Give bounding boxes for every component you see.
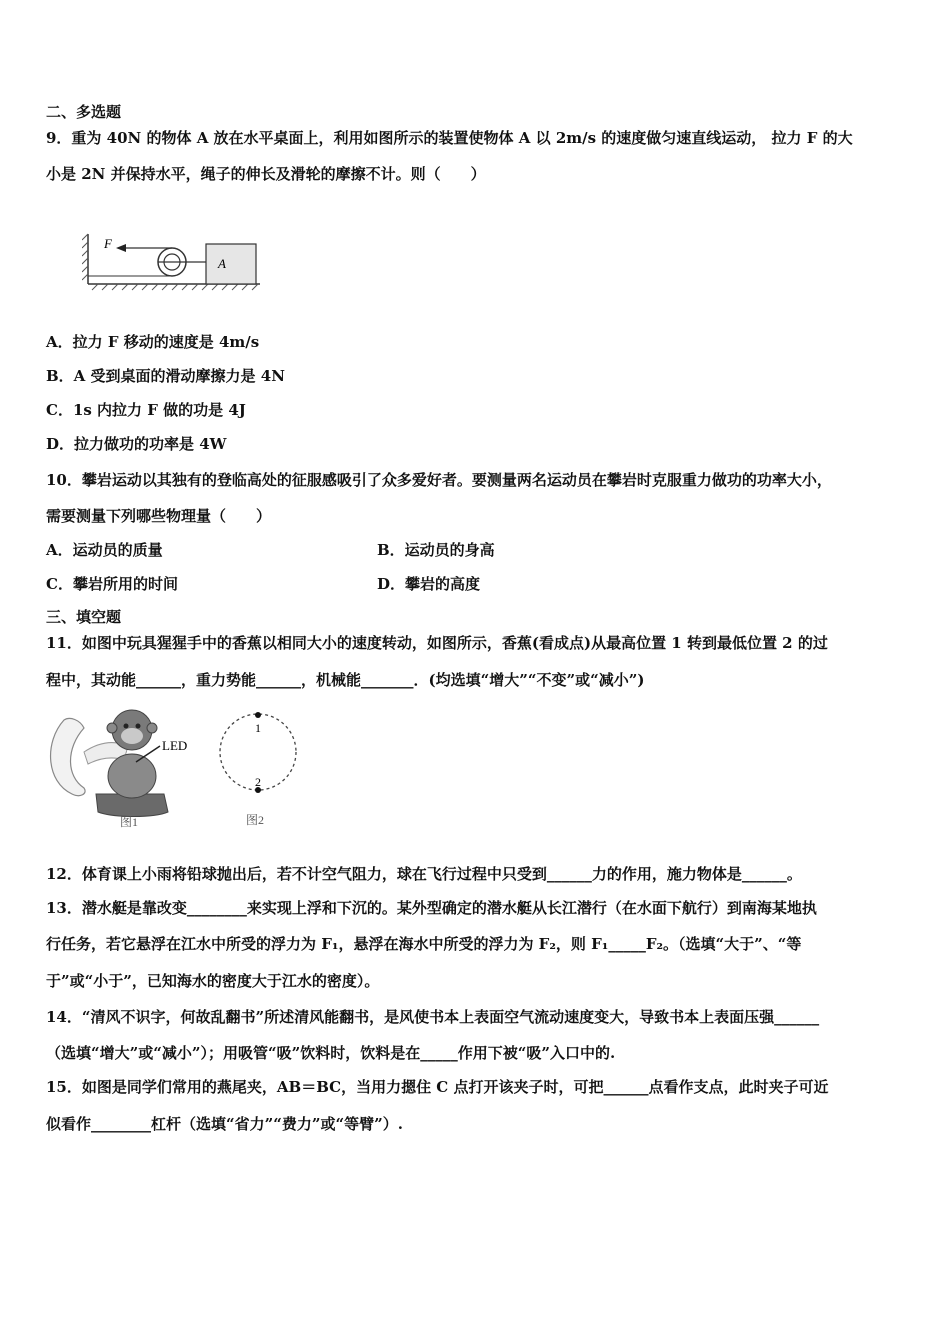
q12-line-1: 12．体育课上小雨将铅球抛出后，若不计空气阻力，球在飞行过程中只受到______力的作用，施力物体是______。 [46, 865, 802, 883]
fig-label-a: A [218, 256, 226, 271]
q11-circle-figure [210, 708, 310, 828]
q10-line-2: 需要测量下列哪些物理量（ ） [46, 507, 272, 525]
q15-line-1: 15．如图是同学们常用的燕尾夹，AB＝BC，当用力摁住 C 点打开该夹子时，可把______点看作支点，此时夹子可近 [46, 1078, 829, 1096]
section-heading-fill-blank: 三、填空题 [46, 608, 122, 626]
force-arrow-head [116, 244, 126, 252]
q9-option-d: D．拉力做功的功率是 4W [46, 435, 227, 453]
q9-pulley-figure [82, 226, 262, 296]
q9-option-c: C．1s 内拉力 F 做的功是 4J [46, 401, 246, 419]
q9-line-2: 小是 2N 并保持水平，绳子的伸长及滑轮的摩擦不计。则（ ） [46, 165, 486, 183]
q15-line-2: 似看作________杠杆（选填“省力”“费力”或“等臂”）. [46, 1115, 403, 1133]
fig1-caption: 图1 [120, 815, 139, 829]
section-heading-multi-choice: 二、多选题 [46, 103, 122, 121]
q11-line-1: 11．如图中玩具猩猩手中的香蕉以相同大小的速度转动，如图所示，香蕉(看成点)从最高位置 1 转到最低位置 2 的过 [46, 634, 828, 652]
q10-option-a: A．运动员的质量 [46, 541, 163, 559]
q13-line-3: 于”或“小于”，已知海水的密度大于江水的密度）。 [46, 972, 380, 990]
q11-line-2: 程中，其动能______，重力势能______，机械能_______．(均选填“增大”“不变”或“减小”) [46, 671, 645, 689]
q13-line-2: 行任务，若它悬浮在江水中所受的浮力为 F₁，悬浮在海水中所受的浮力为 F₂，则 F₁_____F₂。（选填“大于”、“等 [46, 935, 802, 953]
q14-line-1: 14．“清风不识字，何故乱翻书”所述清风能翻书，是风使书本上表面空气流动速度变大，导致书本上表面压强______ [46, 1008, 820, 1026]
q10-line-1: 10．攀岩运动以其独有的登临高处的征服感吸引了众多爱好者。要测量两名运动员在攀岩时克服重力做功的功率大小， [46, 471, 832, 489]
q10-option-b: B．运动员的身高 [377, 541, 495, 559]
monkey-body [108, 754, 156, 798]
fig2-caption: 图2 [246, 813, 265, 827]
position-1-dot [255, 712, 261, 718]
led-label: LED [162, 738, 188, 753]
q10-option-d: D．攀岩的高度 [377, 575, 481, 593]
block-a [206, 244, 256, 284]
q11-monkey-figure [44, 702, 204, 832]
position-2-label: 2 [255, 775, 261, 789]
q13-line-1: 13．潜水艇是靠改变________来实现上浮和下沉的。某外型确定的潜水艇从长江潜行（在水面下航行）到南海某地执 [46, 899, 817, 917]
position-1-label: 1 [255, 721, 261, 735]
q9-line-1: 9．重为 40N 的物体 A 放在水平桌面上，利用如图所示的装置使物体 A 以 2m/s 的速度做匀速直线运动， 拉力 F 的大 [46, 129, 853, 147]
q14-line-2: （选填“增大”或“减小”）；用吸管“吸”饮料时，饮料是在_____作用下被“吸”入口中的. [46, 1044, 616, 1062]
fig-label-f: F [104, 236, 112, 251]
banana-shape [51, 718, 86, 795]
q10-option-c: C．攀岩所用的时间 [46, 575, 178, 593]
q9-option-b: B．A 受到桌面的滑动摩擦力是 4N [46, 367, 285, 385]
q9-option-a: A．拉力 F 移动的速度是 4m/s [46, 333, 260, 351]
